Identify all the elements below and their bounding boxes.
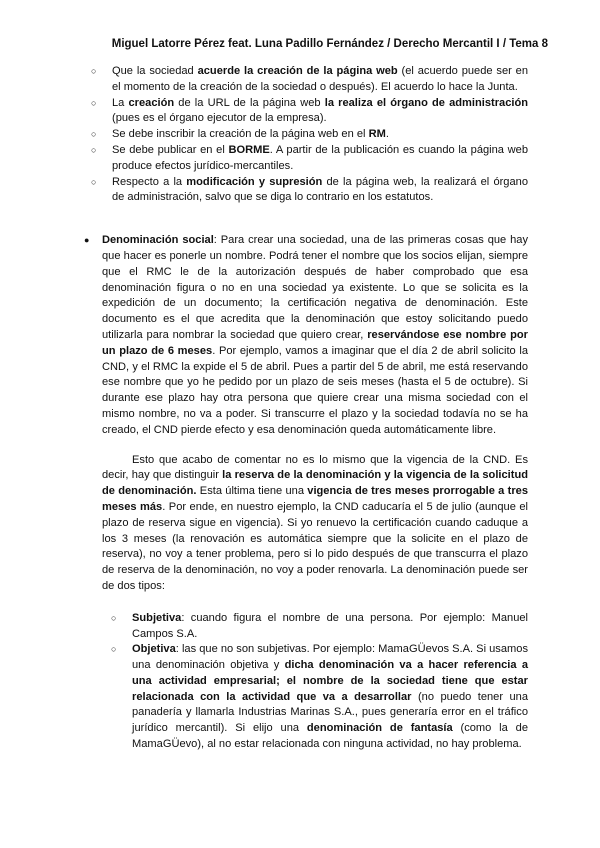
list-item (102, 611, 528, 643)
bold-text: la reserva de la denominación y la vigencia de la solicitud de denominación. (102, 469, 528, 498)
web-page-requirements-list (82, 64, 528, 206)
bold-text: la realiza el órgano de administración (324, 96, 528, 109)
text-run: (no puedo tener una panadería y llamarla Industrias Marinas S.A., pues generaría error en el tráfico jurídico mercantil). Si elijo una (132, 690, 528, 735)
text-run: de la URL de la página web (174, 96, 325, 109)
text-run: Esta última tiene una (196, 485, 308, 498)
text-run: . Por ejemplo, vamos a imaginar que el día 2 de abril solicito la CND, y el RMC la expide el 5 de abril. Pues a partir del 5 de abril, me está reservando ese nombre que yo he pedido por un plazo de seis meses (hasta el 5 de octubre). Si durante ese plazo hay otra persona que quiere crear una misma sociedad con el mismo nombre, no va a poder. Si transcurre el plazo y la sociedad todavía no se ha creado, el CND pierde efecto y esa denominación queda automáticamente libre. (102, 344, 528, 436)
list-item (82, 64, 528, 96)
list-item (82, 96, 528, 128)
text-run: . A partir de la publicación es cuando la página web produce efectos jurídico-mercantiles. (112, 143, 529, 172)
bold-text: Denominación social (102, 234, 214, 247)
list-item (82, 143, 528, 175)
document-body (82, 64, 528, 753)
text-run: (el acuerdo puede ser en el momento de la creación de la sociedad o después). El acuerdo lo hace la Junta. (112, 65, 529, 93)
bold-text: creación (128, 96, 175, 109)
bold-text: BORME (228, 143, 270, 156)
denominacion-social-bullet (82, 233, 528, 438)
bold-text: reservándose ese nombre por un plazo de 6 meses (102, 328, 528, 357)
bold-text: vigencia de tres meses prorrogable a tres meses más (102, 485, 528, 513)
text-run: de la página web, la realizará el órgano de administración, salvo que se diga lo contrario en los estatutos. (112, 175, 528, 204)
bold-text: dicha denominación va a hacer referencia a una actividad empresarial; el nombre de la sociedad tiene que estar relacionada con la actividad que va a desarrollar (132, 659, 528, 703)
list-item (82, 175, 528, 207)
text-run: (pues es el órgano ejecutor de la empresa). (112, 112, 327, 125)
bold-text: acuerde la creación de la página web (197, 65, 398, 77)
text-run: (como la de MamaGÜevo), al no estar relacionada con ninguna actividad, no hay problema. (132, 722, 528, 751)
bold-text: Objetiva (132, 643, 176, 656)
text-run: Esto que acabo de comentar no es lo mismo que la vigencia de la CND. Es decir, hay que distinguir (102, 453, 528, 482)
text-run: : las que no son subjetivas. Por ejemplo: MamaGÜevos S.A. Si usamos una denominación objetiva y (132, 643, 528, 672)
text-run: La (112, 96, 129, 109)
bold-text: Subjetiva (132, 611, 182, 624)
text-run: Que la sociedad (112, 65, 198, 77)
text-run: Respecto a la (112, 175, 187, 188)
text-run: Se debe inscribir la creación de la página web en el (112, 128, 369, 141)
text-run: : Para crear una sociedad, una de las primeras cosas que hay que hacer es ponerle un nombre. Podrá tener el nombre que los socios elijan, siempre que el RMC le de la autorización después de haber comprobado que esa denominación figura o no en una sociedad ya existente. Lo que se solicita es la expedición de un documento; la certificación negativa de denominación. Este documento es el que acredita que la denominación que estoy solicitando puedo utilizarla para nombrar la sociedad que quiero crear, (102, 234, 528, 341)
text-run: . Por ende, en nuestro ejemplo, la CND caducaría el 5 de julio (aunque el plazo de reserva sigue en vigencia). Si yo renuevo la certificación cuando caduque a los 3 meses (la renovación es automática siempre que la solicite en el plazo de reserva), no voy a tener problema, pero si lo pido después de que transcurra el plazo de reserva de la denominación, no voy a poder renovarla. La denominación puede ser de dos tipos: (102, 500, 528, 592)
page-header: Miguel Latorre Pérez feat. Luna Padillo Fernández / Derecho Mercantil I / Tema 8 (111, 38, 548, 50)
text-run: Se debe publicar en el (112, 143, 229, 156)
vigencia-paragraph (82, 453, 528, 595)
bold-text: modificación y supresión (186, 175, 323, 188)
text-run: : cuando figura el nombre de una persona. Por ejemplo: Manuel Campos S.A. (132, 611, 528, 640)
text-run: . (385, 128, 389, 141)
bold-text: denominación de fantasía (306, 722, 453, 735)
bold-text: RM (368, 128, 386, 141)
list-item (102, 642, 528, 753)
list-item (82, 127, 528, 143)
denominacion-types-list (102, 611, 528, 753)
